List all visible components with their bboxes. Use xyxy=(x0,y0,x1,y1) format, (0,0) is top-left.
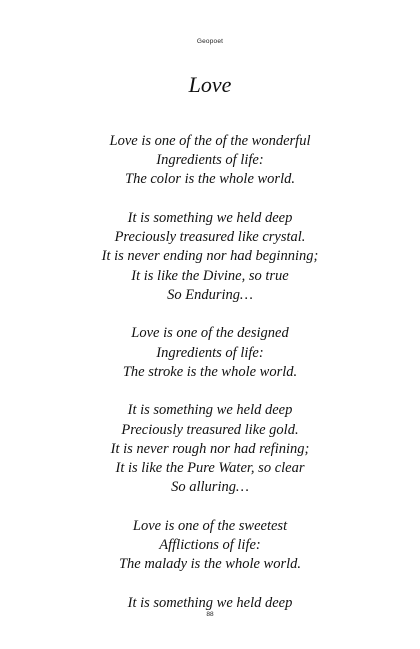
poem-body xyxy=(0,132,420,632)
poem-line: So alluring… xyxy=(171,479,249,496)
stanza-3 xyxy=(0,324,420,382)
poem-line: The malady is the whole world. xyxy=(118,556,302,573)
poem-line: Love is one of the designed xyxy=(131,325,289,342)
stanza-1 xyxy=(0,132,420,190)
poem-line: It is like the Divine, so true xyxy=(131,267,289,284)
stanza-4 xyxy=(0,401,420,497)
stanza-2 xyxy=(0,209,420,305)
poem-line: It is something we held deep xyxy=(127,402,293,419)
poem-line: Love is one of the of the wonderful xyxy=(109,133,311,149)
poem-line: Afflictions of life: xyxy=(159,537,261,554)
poem-line: Ingredients of life: xyxy=(156,344,264,361)
poem-line: Preciously treasured like crystal. xyxy=(114,229,306,246)
poem-line: So Enduring… xyxy=(167,286,253,303)
poem-line: It is something we held deep xyxy=(127,594,293,611)
poem-line: The color is the whole world. xyxy=(125,171,295,188)
stanza-5 xyxy=(0,517,420,575)
poem-line: Love is one of the sweetest xyxy=(132,517,288,534)
running-header: Geopoet xyxy=(196,38,224,45)
poem-line: It is like the Pure Water, so clear xyxy=(115,460,305,477)
poem-line: It is never rough nor had refining; xyxy=(110,440,310,457)
poem-line: The stroke is the whole world. xyxy=(122,363,298,380)
poem-line: It is something we held deep xyxy=(127,210,293,226)
poem-line: It is never ending nor had beginning; xyxy=(101,248,319,265)
poem-title: Love xyxy=(188,72,232,97)
poem-line: Ingredients of life: xyxy=(156,152,264,169)
page-number: 88 xyxy=(206,611,214,618)
poem-line: Preciously treasured like gold. xyxy=(121,421,299,438)
